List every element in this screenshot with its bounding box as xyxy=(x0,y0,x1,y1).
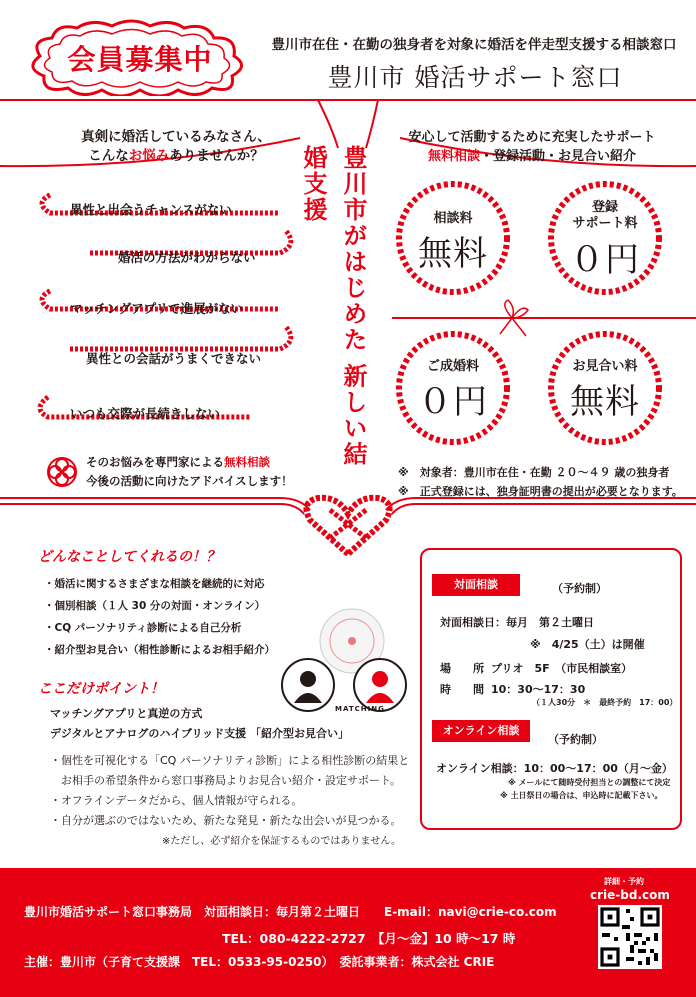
points-bullet: お相手の希望条件から窓口事務局よりお見合い紹介・設定サポート。 xyxy=(50,774,402,787)
worries-intro-line1: 真剣に婚活しているみなさん、 xyxy=(81,129,271,145)
qr-code[interactable] xyxy=(598,905,662,969)
online-note: （予約制） xyxy=(548,733,603,746)
time-value: ：10：30～17：30 xyxy=(480,683,586,696)
support-intro-line2: ・登録活動・お見合い紹介 xyxy=(480,149,637,164)
worry-item: 異性と出会うチャンスがない xyxy=(70,202,232,217)
service-item: ・個別相談（１人 30 分の対面・オンライン） xyxy=(44,600,266,612)
inperson-label: 対面相談 xyxy=(432,574,520,596)
points-bullet: ・個性を可視化する「CQ パーソナリティ診断」による相性診断の結果と xyxy=(50,754,410,767)
target-note: ※ 対象者：豊川市在住・在勤 ２０～４９ 歳の独身者 xyxy=(398,466,670,479)
online-label: オンライン相談 xyxy=(432,720,530,742)
fee-registration xyxy=(550,200,660,281)
footer-organizer: 主催：豊川市（子育て支援課 TEL：0533-95-0250） 委託事業者：株式会社 CRIE xyxy=(24,955,495,969)
advice-text xyxy=(86,453,293,491)
online-sub: ※ 土日祭日の場合は、申込時に記載下さい。 xyxy=(500,791,663,800)
fee-label: 相談料 xyxy=(433,211,473,226)
support-intro-line1: 安心して活動するために充実したサポート xyxy=(408,130,656,145)
fee-label: お見合い料 xyxy=(572,359,638,374)
flower-icon xyxy=(46,456,78,488)
footer-office: 豊川市婚活サポート窓口事務局 対面相談日：毎月第２土曜日 E-mail：navi@crie-co.com xyxy=(24,905,557,919)
place-value: ：プリオ 5F （市民相談室） xyxy=(480,662,633,675)
site-link[interactable]: crie-bd.com xyxy=(590,888,670,902)
worry-item: 異性との会話がうまくできない xyxy=(86,351,262,366)
intro-highlight: お悩み xyxy=(128,148,170,164)
points-bullet: ・自分が選ぶのではないため、新たな発見・新たな出会いが見つかる。 xyxy=(50,814,402,827)
inperson-date-note: ※ 4/25（土）は開催 xyxy=(530,638,645,651)
fee-value: ０円 xyxy=(418,382,488,422)
fee-consultation xyxy=(398,207,508,275)
points-bullet: ・オフラインデータだから、個人情報が守られる。 xyxy=(50,794,303,807)
services-title: どんなことしてくれるの！？ xyxy=(38,549,220,565)
matching-label: MATCHING xyxy=(335,705,385,713)
disclaimer: ※ただし、必ず紹介を保証するものではありません。 xyxy=(162,836,401,847)
service-item: ・婚活に関するさまざまな相談を継続的に対応 xyxy=(44,578,265,590)
fee-marriage xyxy=(398,355,508,423)
fee-omiai xyxy=(550,355,660,423)
qr-code-icon xyxy=(598,905,662,969)
worry-item: マッチングアプリで進展がない xyxy=(70,301,244,316)
time-sub: （１人30分 ＊ 最終予約 17：00） xyxy=(532,698,678,707)
fee-label: ご成婚料 xyxy=(426,359,479,374)
service-item: ・CQ パーソナリティ診断による自己分析 xyxy=(44,622,242,634)
fee-value: ０円 xyxy=(570,240,640,280)
registration-note: ※ 正式登録には、独身証明書の提出が必要となります。 xyxy=(398,485,683,498)
online-hours: オンライン相談：10：00～17：00（月～金） xyxy=(436,762,673,775)
worry-item: 婚活の方法がわからない xyxy=(118,250,256,265)
vertical-title: 豊川市がはじめた 新しい結婚支援 xyxy=(299,145,367,468)
intro-text: ありませんか？ xyxy=(169,148,264,164)
support-highlight: 無料相談 xyxy=(427,149,480,164)
online-sub: ※ メールにて随時受付担当との調整にて決定 xyxy=(508,778,671,787)
place-key: 場 所 xyxy=(440,662,484,675)
time-key: 時 間 xyxy=(440,683,484,696)
points-line: デジタルとアナログのハイブリッド支援 「紹介型お見合い」 xyxy=(50,727,349,740)
matching-illustration xyxy=(280,605,410,715)
recruiting-badge: 会員募集中 xyxy=(67,43,213,76)
header-subtitle: 豊川市在住・在勤の独身者を対象に婚活を伴走型支援する相談窓口 xyxy=(271,37,677,53)
support-intro xyxy=(392,128,672,166)
service-item: ・紹介型お見合い（相性診断によるお相手紹介） xyxy=(44,644,275,656)
worry-item: いつも交際が長続きしない xyxy=(70,406,221,421)
inperson-note: （予約制） xyxy=(552,582,607,595)
page-title: 豊川市 婚活サポート窓口 xyxy=(327,63,623,92)
advice-line2: 今後の活動に向けたアドバイスします！ xyxy=(86,474,293,488)
worries-intro xyxy=(36,128,316,166)
fee-label: 登録 サポート料 xyxy=(572,200,638,231)
inperson-date: 対面相談日：毎月 第２土曜日 xyxy=(440,616,594,629)
worries-intro-line2 xyxy=(36,147,316,166)
intro-text: こんな xyxy=(88,148,129,164)
footer-phone: TEL：080-4222-2727 【月～金】10 時～17 時 xyxy=(222,931,516,946)
points-line: マッチングアプリと真逆の方式 xyxy=(50,707,203,720)
fee-value: 無料 xyxy=(570,382,640,422)
advice-text-part: そのお悩みを専門家による xyxy=(86,455,224,469)
points-title: ここだけポイント！ xyxy=(38,681,164,697)
advice-highlight: 無料相談 xyxy=(224,455,270,469)
qr-label: 詳細・予約 xyxy=(604,877,644,886)
fee-value: 無料 xyxy=(418,234,488,274)
